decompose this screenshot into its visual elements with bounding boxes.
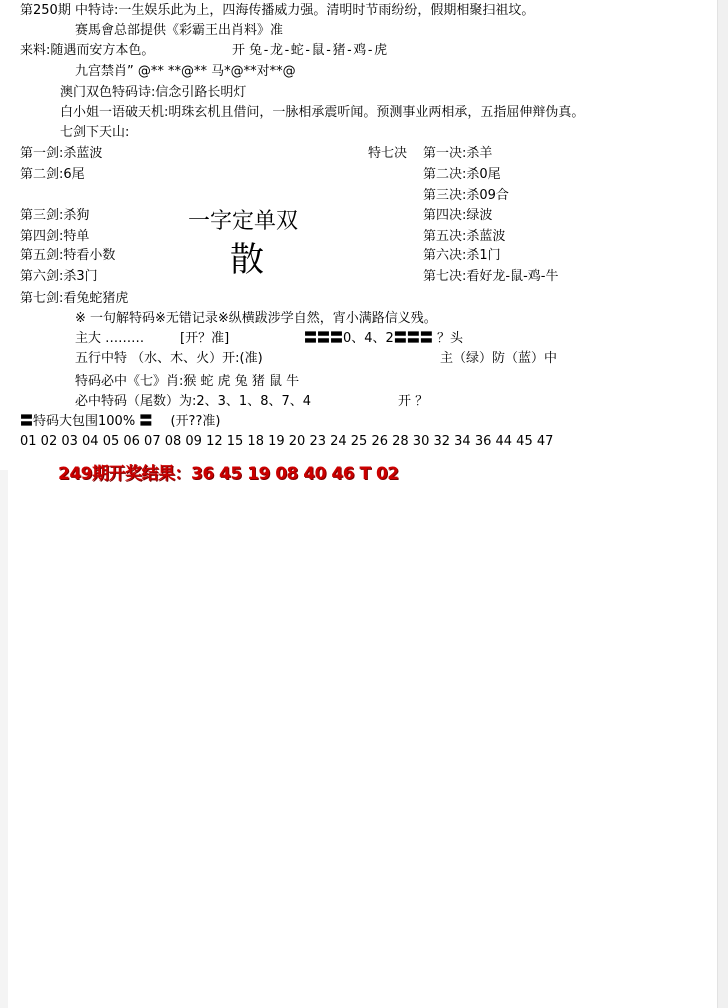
sword-label: 第三剑:	[20, 208, 64, 223]
decision-text: 杀1门	[466, 248, 501, 263]
baowei-text: 特码大包围100%	[33, 414, 136, 429]
laiyi-text: 随遇而安方本色。	[50, 43, 155, 58]
bars-icon: 〓〓〓	[304, 331, 344, 346]
sword-label: 第一剑:	[20, 146, 64, 161]
decision-label: 第六决:	[423, 248, 467, 263]
decision-label: 第四决:	[423, 208, 467, 223]
bizhong-wei-text: 2、3、1、8、7、4	[196, 394, 312, 409]
number-list: 01 02 03 04 05 06 07 08 09 12 15 18 19 20 23 24 25 26 28 30 32 34 36 44 45 47	[20, 434, 554, 449]
sword-3	[20, 207, 89, 225]
special-title: 特七决	[368, 146, 408, 161]
bizhong-xiao	[75, 373, 299, 391]
sword-6	[20, 268, 98, 286]
one-sentence: ※ 一句解特码※无错记录※纵横跋涉学自然，宵小满路信义残。	[75, 311, 437, 326]
source-line: 赛馬會总部提供《彩霸王出肖料》准	[75, 23, 284, 38]
zhuda-bracket: [开？准]	[180, 331, 230, 346]
sword-7	[20, 290, 128, 308]
sword-label: 第四剑:	[20, 229, 64, 244]
sword-2	[20, 166, 85, 184]
zhuda-row	[304, 330, 463, 348]
sword-1	[20, 145, 102, 163]
decision-2	[423, 166, 501, 184]
sword-text: 看兔蛇猪虎	[63, 291, 129, 306]
zhuda-tail: ？头	[437, 331, 464, 346]
issue-number: 第250期	[20, 3, 71, 18]
bai-label: 白小姐一语破天机:	[60, 105, 169, 120]
sword-text: 杀狗	[63, 208, 90, 223]
single-double-title: 一字定单双	[188, 209, 299, 234]
decision-text: 杀0尾	[466, 167, 501, 182]
sword-text: 杀蓝波	[63, 146, 103, 161]
macau-label: 澳门双色特码诗:	[60, 85, 156, 100]
wuxing-color: 主（绿）防（蓝）中	[440, 351, 558, 366]
macau-text: 信念引路长明灯	[155, 85, 247, 100]
decision-3	[423, 187, 509, 205]
header-line	[20, 2, 534, 20]
bizhong-wei-open: 开 ？	[398, 394, 429, 409]
decision-6	[423, 247, 501, 265]
decision-label: 第五决:	[423, 229, 467, 244]
decision-label: 第七决:	[423, 269, 467, 284]
sword-text: 特单	[63, 229, 90, 244]
sword-text: 6尾	[63, 167, 85, 182]
sword-text: 杀3门	[63, 269, 98, 284]
decision-4	[423, 207, 492, 225]
laiyi-label: 来料:	[20, 43, 51, 58]
wuxing-text: 五行中特 （水、木、火）开:(准)	[75, 351, 263, 366]
poem-label: 中特诗:	[74, 3, 119, 18]
decision-7	[423, 268, 558, 286]
sword-text: 特看小数	[63, 248, 116, 263]
poem-text: 一生娱乐此为上，四海传播威力强。清明时节雨纷纷，假期相聚扫祖坟。	[118, 3, 535, 18]
sword-5	[20, 247, 115, 265]
decision-text: 看好龙-鼠-鸡-牛	[466, 269, 559, 284]
laiyi-open-label: 开	[232, 43, 246, 58]
zhuda-label: 主大 ………	[75, 331, 145, 346]
draw-result: 249期开奖结果：36 45 19 08 40 46 T 02	[58, 464, 399, 484]
decision-5	[423, 228, 505, 246]
zhuda-nums: 0、4、2	[343, 331, 394, 346]
baowei-line	[20, 413, 220, 431]
laiyi-line	[20, 42, 154, 60]
decision-label: 第二决:	[423, 167, 467, 182]
bizhong-xiao-label: 特码必中《七》肖:	[75, 374, 184, 389]
sword-4	[20, 228, 89, 246]
bai-text: 明珠玄机且借问，一脉相承震听闻。预测事业两相承，五指屈伸辩伪真。	[168, 105, 585, 120]
bai-line	[60, 104, 584, 122]
qijian-title: 七剑下天山:	[60, 125, 130, 140]
sword-label: 第五剑:	[20, 248, 64, 263]
baowei-open: (开??准)	[170, 414, 221, 429]
bizhong-xiao-text: 猴 蛇 虎 兔 猪 鼠 牛	[183, 374, 300, 389]
decision-label: 第一决:	[423, 146, 467, 161]
macau-line	[60, 84, 246, 102]
sword-label: 第六剑:	[20, 269, 64, 284]
bars-icon: 〓〓〓	[393, 331, 433, 346]
right-edge-shadow	[717, 0, 728, 1008]
decision-text: 绿波	[466, 208, 493, 223]
decision-text: 杀蓝波	[466, 229, 506, 244]
jiugong-line: 九宫禁肖” @** **@** 马*@**对**@	[75, 64, 296, 79]
laiyi-open	[232, 42, 387, 60]
decision-text: 杀09合	[466, 188, 509, 203]
sword-label: 第二剑:	[20, 167, 64, 182]
left-edge-shadow	[0, 470, 8, 1008]
bars-icon: 〓	[139, 414, 153, 429]
decision-label: 第三决:	[423, 188, 467, 203]
bizhong-wei	[75, 393, 311, 411]
single-double-value: 散	[230, 240, 264, 280]
decision-text: 杀羊	[466, 146, 493, 161]
laiyi-open-value: 兔-龙-蛇-鼠-猪-鸡-虎	[249, 43, 388, 58]
sword-label: 第七剑:	[20, 291, 64, 306]
decision-1	[423, 145, 492, 163]
bars-icon: 〓	[20, 414, 34, 429]
bizhong-wei-label: 必中特码（尾数）为:	[75, 394, 197, 409]
